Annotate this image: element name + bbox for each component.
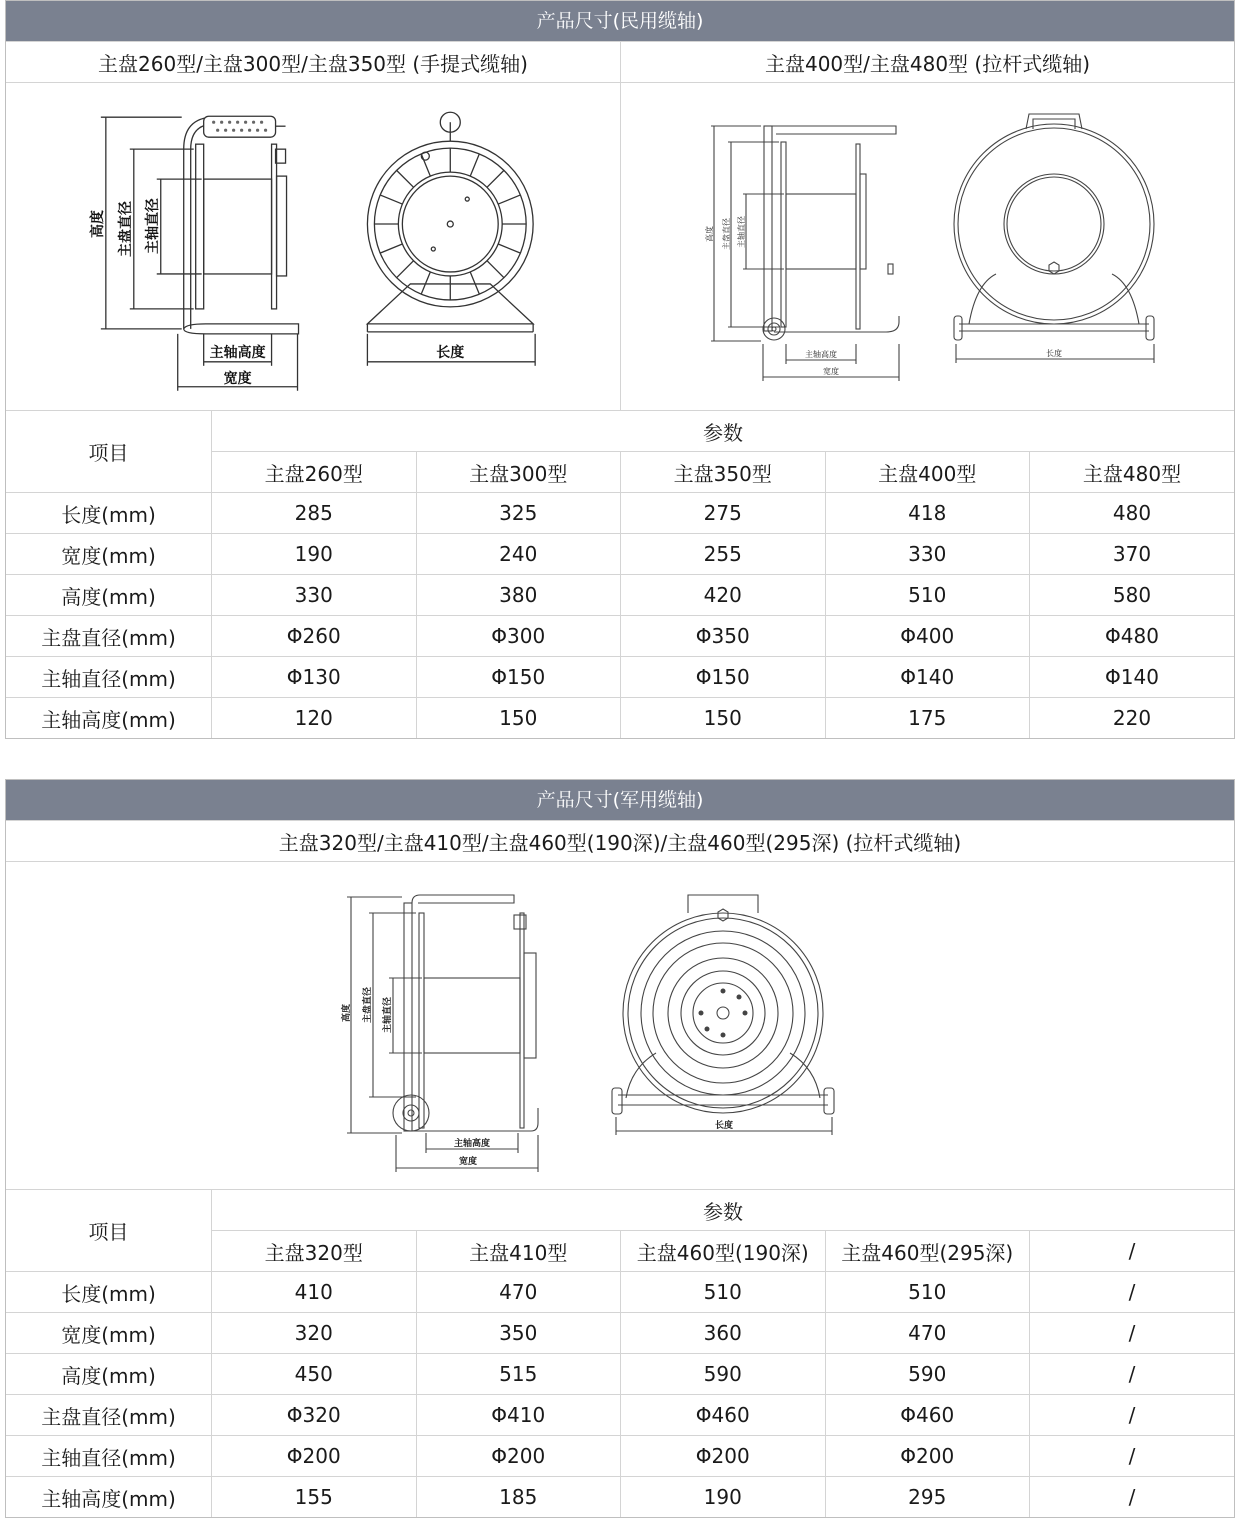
- table-cell: /: [1030, 1436, 1235, 1477]
- table-cell: 420: [621, 575, 826, 616]
- civil-subtitle-left: 主盘260型/主盘300型/主盘350型 (手提式缆轴): [6, 42, 621, 82]
- table-cell: 285: [212, 493, 417, 534]
- table-row: [6, 1272, 1234, 1313]
- label-disc-diameter-small: 主盘直径: [722, 217, 731, 250]
- table-cell: /: [1030, 1354, 1235, 1395]
- table-cell: 580: [1030, 575, 1235, 616]
- table-cell: 370: [1030, 534, 1235, 575]
- row-label: 高度(mm): [6, 575, 212, 616]
- label-shaft-height: 主轴高度: [209, 344, 266, 361]
- table-row: [6, 1354, 1234, 1395]
- label-shaft-diameter-small: 主轴直径: [737, 215, 746, 248]
- table-row: [6, 575, 1234, 616]
- table-cell: 480: [1030, 493, 1235, 534]
- military-reel-drawing: [6, 862, 1234, 1189]
- table-row: [6, 1436, 1234, 1477]
- table-cell: 515: [416, 1354, 621, 1395]
- table-cell: 350: [416, 1313, 621, 1354]
- table-cell: Φ150: [416, 657, 621, 698]
- military-section: [5, 779, 1235, 1518]
- trolley-reel-svg: [621, 84, 1234, 410]
- table-row: [6, 1477, 1234, 1518]
- table-cell: 190: [212, 534, 417, 575]
- row-label: 宽度(mm): [6, 534, 212, 575]
- table-cell: /: [1030, 1313, 1235, 1354]
- table-cell: 410: [212, 1272, 417, 1313]
- table-cell: 330: [825, 534, 1030, 575]
- table-row: [6, 657, 1234, 698]
- table-cell: Φ150: [621, 657, 826, 698]
- row-label: 主轴高度(mm): [6, 1477, 212, 1518]
- civil-subtitle-row: [6, 41, 1234, 82]
- row-label: 长度(mm): [6, 1272, 212, 1313]
- column-header: 主盘460型(295深): [825, 1231, 1030, 1272]
- column-header: /: [1030, 1231, 1235, 1272]
- param-header: 参数: [212, 1190, 1235, 1231]
- military-reel-svg: [6, 863, 1234, 1189]
- table-cell: 510: [825, 575, 1030, 616]
- label-height: 高度: [89, 209, 106, 238]
- table-cell: Φ130: [212, 657, 417, 698]
- table-cell: Φ200: [212, 1436, 417, 1477]
- column-header: 主盘300型: [416, 452, 621, 493]
- table-cell: 360: [621, 1313, 826, 1354]
- trolley-reel-drawing: [621, 83, 1234, 410]
- row-label: 宽度(mm): [6, 1313, 212, 1354]
- mil-label-shaft-height: 主轴高度: [453, 1138, 491, 1149]
- table-cell: Φ460: [621, 1395, 826, 1436]
- handheld-reel-drawing: [6, 83, 621, 410]
- row-label: 主盘直径(mm): [6, 1395, 212, 1436]
- table-cell: 150: [621, 698, 826, 739]
- military-spec-table: [6, 1189, 1234, 1517]
- table-row: [6, 1395, 1234, 1436]
- table-cell: 190: [621, 1477, 826, 1518]
- mil-label-length: 长度: [714, 1120, 734, 1131]
- table-cell: Φ300: [416, 616, 621, 657]
- row-label: 主盘直径(mm): [6, 616, 212, 657]
- item-header: 项目: [6, 411, 212, 493]
- table-cell: /: [1030, 1272, 1235, 1313]
- civil-drawing-row: [6, 82, 1234, 410]
- column-header: 主盘350型: [621, 452, 826, 493]
- label-width-small: 宽度: [823, 366, 839, 376]
- label-height-small: 高度: [705, 225, 714, 242]
- table-row: [6, 534, 1234, 575]
- table-cell: 255: [621, 534, 826, 575]
- table-cell: 380: [416, 575, 621, 616]
- table-row: [6, 493, 1234, 534]
- table-cell: /: [1030, 1477, 1235, 1518]
- table-cell: 150: [416, 698, 621, 739]
- table-cell: Φ200: [416, 1436, 621, 1477]
- table-cell: Φ140: [1030, 657, 1235, 698]
- column-header: 主盘320型: [212, 1231, 417, 1272]
- table-cell: 590: [825, 1354, 1030, 1395]
- table-cell: Φ350: [621, 616, 826, 657]
- table-cell: Φ140: [825, 657, 1030, 698]
- table-cell: 470: [825, 1313, 1030, 1354]
- military-drawing-row: [6, 861, 1234, 1189]
- table-cell: 220: [1030, 698, 1235, 739]
- table-cell: /: [1030, 1395, 1235, 1436]
- civil-section: [5, 0, 1235, 739]
- civil-subtitle-right: 主盘400型/主盘480型 (拉杆式缆轴): [764, 51, 1091, 76]
- mil-label-width: 宽度: [458, 1156, 478, 1167]
- mil-label-shaft-diameter: 主轴直径: [383, 996, 393, 1033]
- label-length-small: 长度: [1046, 348, 1062, 358]
- table-cell: 320: [212, 1313, 417, 1354]
- table-cell: 325: [416, 493, 621, 534]
- mil-label-height: 高度: [342, 1003, 352, 1022]
- column-header: 主盘480型: [1030, 452, 1235, 493]
- table-cell: 120: [212, 698, 417, 739]
- label-shaft-diameter: 主轴直径: [144, 197, 161, 254]
- table-cell: Φ480: [1030, 616, 1235, 657]
- label-shaft-height-small: 主轴高度: [805, 349, 837, 359]
- table-cell: 590: [621, 1354, 826, 1395]
- table-cell: 510: [825, 1272, 1030, 1313]
- row-label: 主轴直径(mm): [6, 657, 212, 698]
- table-cell: 175: [825, 698, 1030, 739]
- label-length: 长度: [436, 344, 465, 361]
- row-label: 高度(mm): [6, 1354, 212, 1395]
- table-cell: 155: [212, 1477, 417, 1518]
- column-header: 主盘260型: [212, 452, 417, 493]
- param-header: 参数: [212, 411, 1235, 452]
- table-cell: 295: [825, 1477, 1030, 1518]
- military-banner: 产品尺寸(军用缆轴): [6, 780, 1234, 820]
- mil-label-disc-diameter: 主盘直径: [363, 986, 373, 1023]
- table-cell: 418: [825, 493, 1030, 534]
- row-label: 长度(mm): [6, 493, 212, 534]
- table-cell: 450: [212, 1354, 417, 1395]
- column-header: 主盘400型: [825, 452, 1030, 493]
- table-cell: Φ200: [621, 1436, 826, 1477]
- table-cell: Φ260: [212, 616, 417, 657]
- table-cell: 275: [621, 493, 826, 534]
- table-cell: 185: [416, 1477, 621, 1518]
- table-cell: 510: [621, 1272, 826, 1313]
- column-header: 主盘410型: [416, 1231, 621, 1272]
- table-row: [6, 698, 1234, 739]
- civil-spec-table: [6, 410, 1234, 738]
- table-cell: Φ460: [825, 1395, 1030, 1436]
- table-cell: Φ400: [825, 616, 1030, 657]
- item-header: 项目: [6, 1190, 212, 1272]
- civil-banner: 产品尺寸(民用缆轴): [6, 1, 1234, 41]
- handheld-reel-svg: [6, 84, 620, 410]
- row-label: 主轴直径(mm): [6, 1436, 212, 1477]
- table-cell: 240: [416, 534, 621, 575]
- military-subtitle: 主盘320型/主盘410型/主盘460型(190深)/主盘460型(295深) (拉杆式缆轴): [278, 830, 962, 855]
- military-subtitle-row: [6, 820, 1234, 861]
- table-cell: Φ200: [825, 1436, 1030, 1477]
- label-width: 宽度: [223, 370, 252, 387]
- table-cell: 470: [416, 1272, 621, 1313]
- row-label: 主轴高度(mm): [6, 698, 212, 739]
- table-cell: 330: [212, 575, 417, 616]
- label-disc-diameter: 主盘直径: [117, 200, 134, 257]
- column-header: 主盘460型(190深): [621, 1231, 826, 1272]
- table-row: [6, 616, 1234, 657]
- table-row: [6, 1313, 1234, 1354]
- table-cell: Φ320: [212, 1395, 417, 1436]
- table-cell: Φ410: [416, 1395, 621, 1436]
